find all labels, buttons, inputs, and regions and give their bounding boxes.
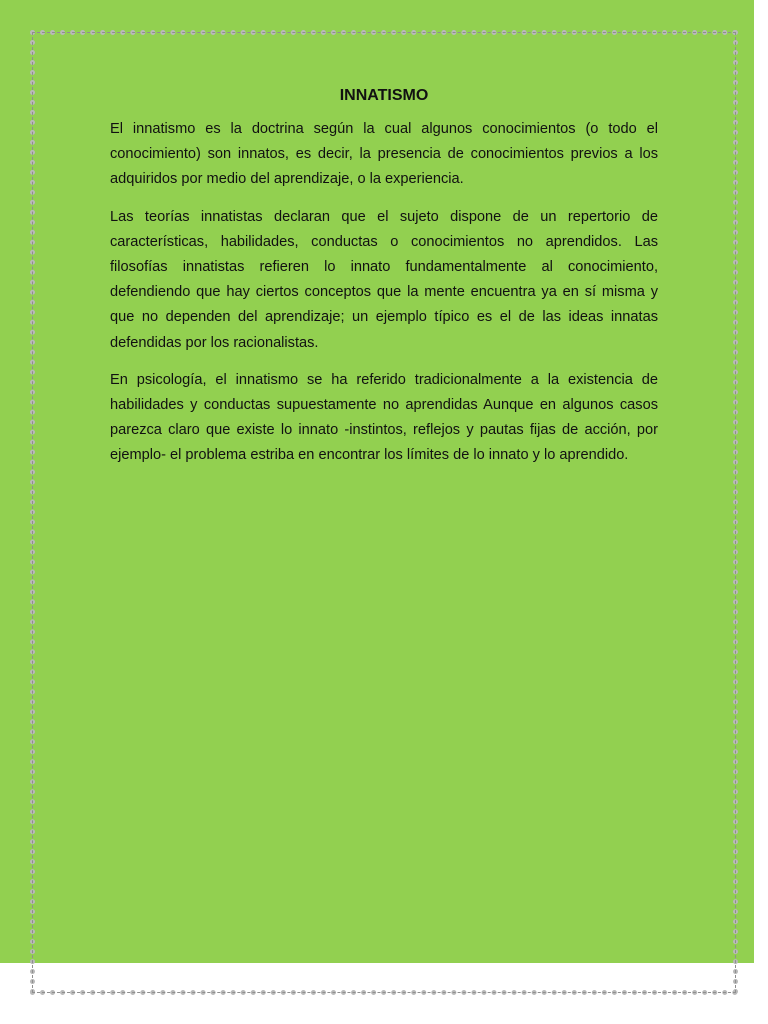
document-title: INNATISMO	[339, 87, 429, 104]
paragraph-3: En psicología, el innatismo se ha referido tradicionalmente a la existencia de habilidades y conductas supuestamente no aprendidas Aunque en algunos casos parezca claro que existe lo innato -instintos, reflejos y pautas fijas de acción, por ejemplo- el problema estriba en encontrar los límites de lo innato y lo aprendido.	[110, 371, 658, 464]
paragraph-1: El innatismo es la doctrina según la cual algunos conocimientos (o todo el conocimiento) son innatos, es decir, la presencia de conocimientos previos a los adquiridos por medio del aprendizaje, o la experiencia.	[110, 121, 658, 188]
paragraph-2: Las teorías innatistas declaran que el sujeto dispone de un repertorio de características, habilidades, conductas o conocimientos no aprendidos. Las filosofías innatistas refieren lo innato fundamentalmente al conocimiento, defendiendo que hay ciertos conceptos que la mente encuentra ya en sí misma y que no dependen del aprendizaje; un ejemplo típico es el de las ideas innatas defendidas por los racionalistas.	[110, 208, 658, 351]
document-body	[110, 84, 658, 481]
